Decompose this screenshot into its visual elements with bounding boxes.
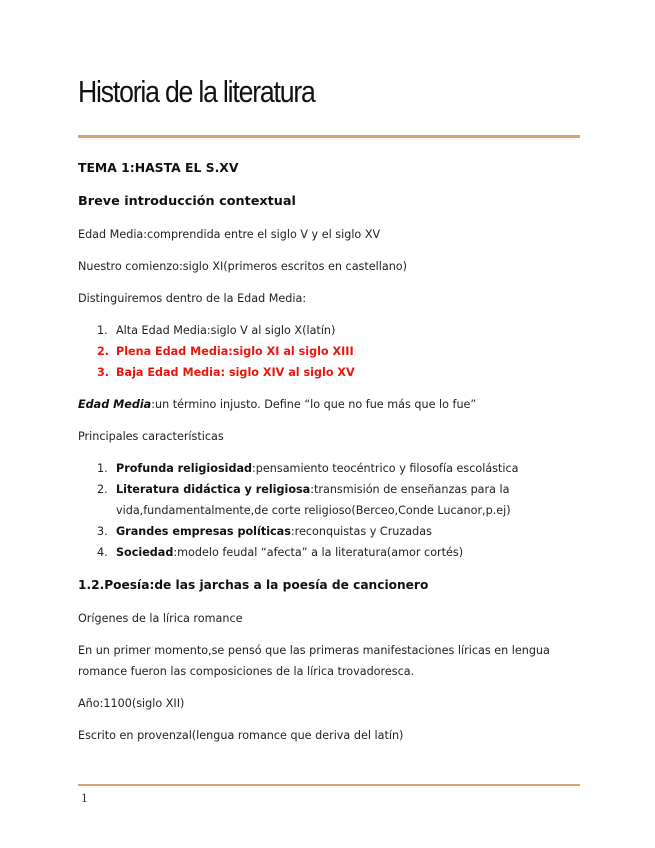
list-term: Grandes empresas políticas bbox=[116, 525, 291, 538]
list-text: :modelo feudal “afecta” a la literatura(amor cortés) bbox=[173, 546, 464, 559]
title-divider bbox=[78, 135, 580, 138]
definition-edad-media bbox=[78, 394, 580, 415]
page-number: 1 bbox=[81, 792, 88, 805]
list-number: 3. bbox=[97, 525, 108, 538]
tema-heading: TEMA 1:HASTA EL S.XV bbox=[78, 160, 239, 175]
caracteristicas-heading: Principales características bbox=[78, 430, 224, 443]
paragraph-distinguiremos: Distinguiremos dentro de la Edad Media: bbox=[78, 292, 307, 305]
list-item bbox=[78, 479, 580, 521]
paragraph-provenzal: Escrito en provenzal(lengua romance que deriva del latín) bbox=[78, 729, 404, 742]
document-title: Historia de la literatura bbox=[78, 74, 315, 109]
list-text: Plena Edad Media:siglo XI al siglo XIII bbox=[116, 345, 354, 358]
footer-divider bbox=[78, 784, 580, 786]
paragraph-line: En un primer momento,se pensó que las primeras manifestaciones líricas en lengua bbox=[78, 644, 550, 657]
definition-term: Edad Media bbox=[78, 398, 152, 411]
paragraph-comienzo: Nuestro comienzo:siglo XI(primeros escritos en castellano) bbox=[78, 260, 408, 273]
list-text: Alta Edad Media:siglo V al siglo X(latín) bbox=[116, 324, 336, 337]
list-item bbox=[78, 542, 580, 563]
list-term: Literatura didáctica y religiosa bbox=[116, 483, 311, 496]
list-item bbox=[78, 521, 580, 542]
list-number: 2. bbox=[97, 345, 110, 358]
paragraph-primer-momento bbox=[78, 640, 580, 682]
list-number: 1. bbox=[97, 324, 108, 337]
section-heading-poesia: 1.2.Poesía:de las jarchas a la poesía de cancionero bbox=[78, 578, 429, 592]
list-text: :reconquistas y Cruzadas bbox=[290, 525, 432, 538]
list-item-highlighted bbox=[78, 341, 580, 362]
paragraph-line: romance fueron las composiciones de la lírica trovadoresca. bbox=[78, 665, 415, 678]
caracteristicas-list bbox=[78, 458, 580, 563]
paragraph-origenes: Orígenes de la lírica romance bbox=[78, 612, 243, 625]
list-item bbox=[78, 320, 580, 341]
list-item-highlighted bbox=[78, 362, 580, 383]
list-number: 1. bbox=[97, 462, 108, 475]
list-item bbox=[78, 458, 580, 479]
list-text: Baja Edad Media: siglo XIV al siglo XV bbox=[116, 366, 355, 379]
list-term: Profunda religiosidad bbox=[116, 462, 253, 475]
list-number: 3. bbox=[97, 366, 110, 379]
tema-subheading: Breve introducción contextual bbox=[78, 194, 296, 209]
list-text-continuation: vida,fundamentalmente,de corte religioso(Berceo,Conde Lucanor,p.ej) bbox=[116, 504, 511, 517]
paragraph-ano: Año:1100(siglo XII) bbox=[78, 697, 185, 710]
paragraph-edad-media: Edad Media:comprendida entre el siglo V y el siglo XV bbox=[78, 228, 381, 241]
list-number: 4. bbox=[97, 546, 108, 559]
list-term: Sociedad bbox=[116, 546, 174, 559]
list-text: :transmisión de enseñanzas para la bbox=[310, 483, 510, 496]
definition-text: :un término injusto. Define “lo que no fue más que lo fue” bbox=[151, 398, 477, 411]
list-number: 2. bbox=[97, 483, 108, 496]
list-text: :pensamiento teocéntrico y filosofía escolástica bbox=[252, 462, 519, 475]
edad-list bbox=[78, 320, 580, 383]
